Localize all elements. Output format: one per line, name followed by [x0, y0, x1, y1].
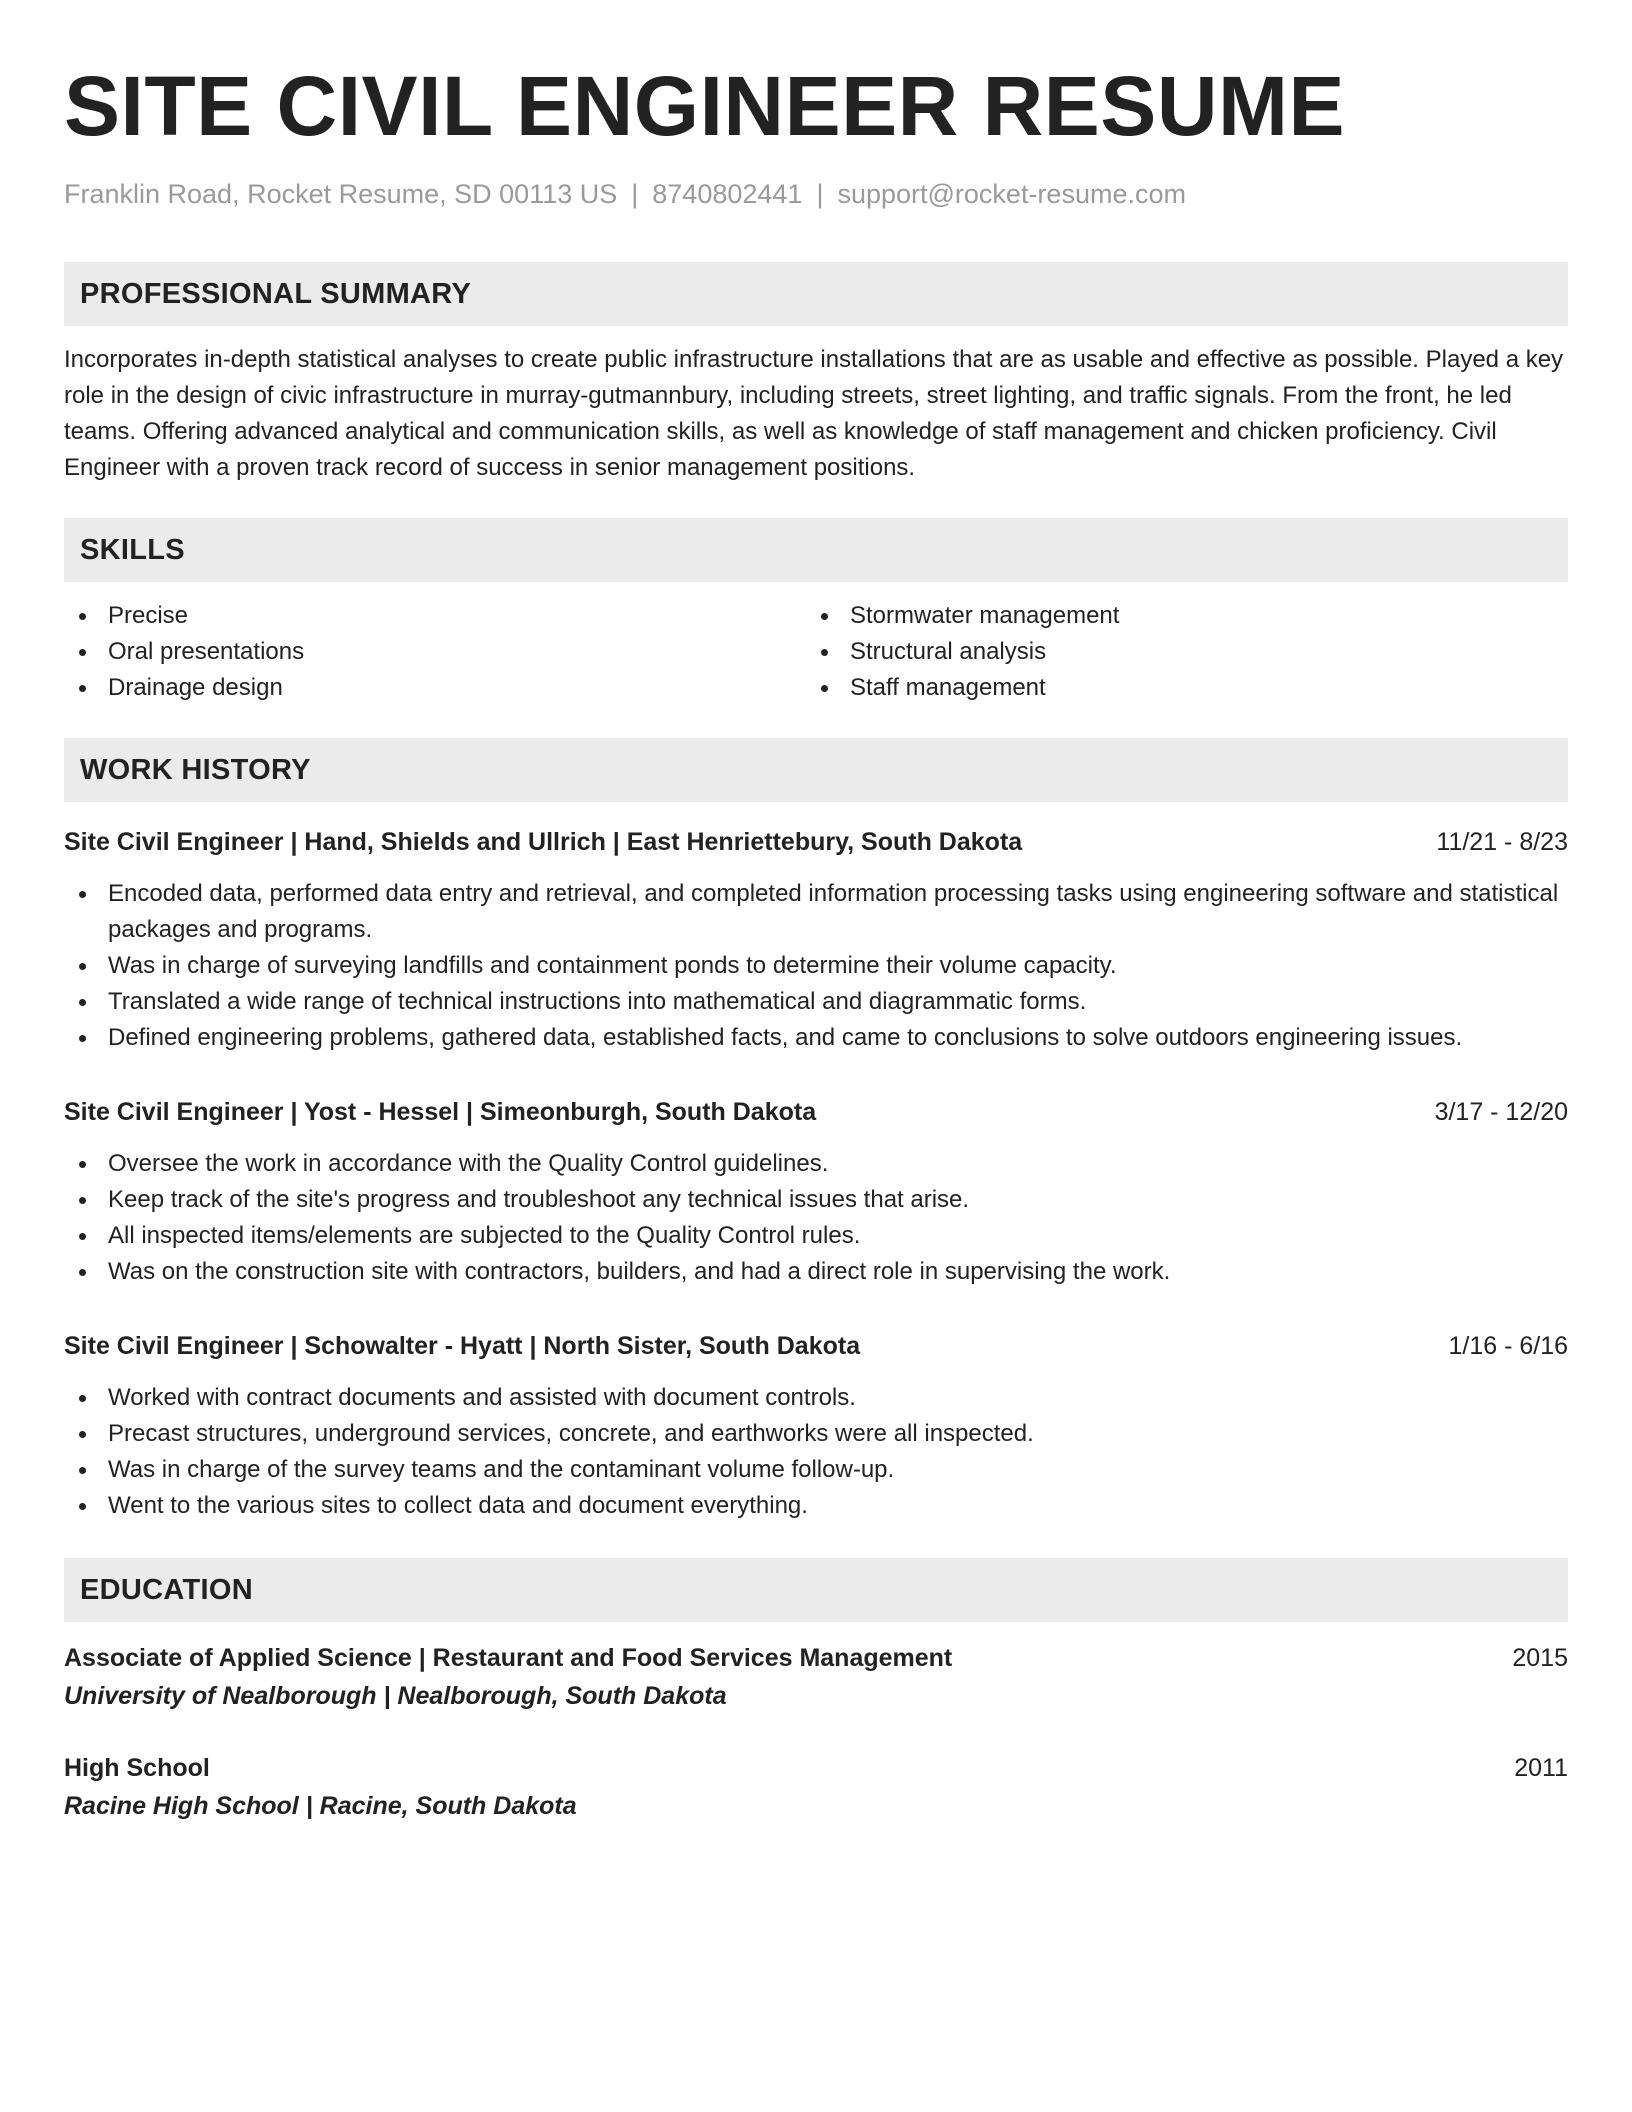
education-header-row [64, 1640, 1568, 1676]
job-header-row [64, 824, 1568, 860]
job-bullets [64, 876, 1568, 1056]
summary-heading: PROFESSIONAL SUMMARY [64, 262, 1568, 326]
education-school: University of Nealborough | Nealborough, South Dakota [64, 1682, 727, 1710]
job-bullet: Worked with contract documents and assisted with document controls. [64, 1380, 1568, 1416]
skill-item: Structural analysis [806, 634, 1548, 670]
skills-column-left [64, 598, 806, 706]
education-degree: Associate of Applied Science | Restaurant and Food Services Management [64, 1644, 953, 1672]
job-bullets [64, 1380, 1568, 1524]
skills-list [64, 598, 1568, 706]
skills-heading: SKILLS [64, 518, 1568, 582]
summary-text: Incorporates in-depth statistical analyses to create public infrastructure installations that are as usable and effective as possible. Played a key role in the design of civic infrastructure in murray-gutmannbury, including streets, street lighting, and traffic signals. From the front, he led teams. Offering advanced analytical and communication skills, as well as knowledge of staff management and chicken proficiency. Civil Engineer with a proven track record of success in senior management positions. [64, 346, 1564, 481]
job-title: Site Civil Engineer | Schowalter - Hyatt | North Sister, South Dakota [64, 1332, 861, 1360]
job-bullet: Encoded data, performed data entry and retrieval, and completed information processing tasks using engineering software and statistical packages and programs. [64, 876, 1568, 948]
job-bullets [64, 1146, 1568, 1290]
skill-item: Oral presentations [64, 634, 806, 670]
job-entry [64, 1328, 1568, 1524]
skill-item: Precise [64, 598, 806, 634]
contact-email: support@rocket-resume.com [837, 179, 1186, 209]
job-bullet: All inspected items/elements are subjected to the Quality Control rules. [64, 1218, 1568, 1254]
contact-phone: 8740802441 [652, 179, 803, 209]
job-bullet: Keep track of the site's progress and troubleshoot any technical issues that arise. [64, 1182, 1568, 1218]
job-bullet: Oversee the work in accordance with the Quality Control guidelines. [64, 1146, 1568, 1182]
job-bullet: Was on the construction site with contractors, builders, and had a direct role in supervising the work. [64, 1254, 1568, 1290]
education-year: 2011 [1514, 1754, 1568, 1782]
education-degree: High School [64, 1754, 210, 1782]
job-header-row [64, 1094, 1568, 1130]
job-dates: 3/17 - 12/20 [1434, 1098, 1568, 1126]
contact-separator: | [816, 179, 824, 209]
education-entry [64, 1750, 1568, 1824]
job-entry [64, 824, 1568, 1056]
job-bullet: Was in charge of the survey teams and the contaminant volume follow-up. [64, 1452, 1568, 1488]
skill-item: Staff management [806, 670, 1548, 706]
job-title: Site Civil Engineer | Hand, Shields and Ullrich | East Henriettebury, South Dakota [64, 828, 1023, 856]
education-header-row [64, 1750, 1568, 1786]
skills-column-right [806, 598, 1548, 706]
work-history-heading: WORK HISTORY [64, 738, 1568, 802]
job-bullet: Translated a wide range of technical instructions into mathematical and diagrammatic forms. [64, 984, 1568, 1020]
education-entry [64, 1640, 1568, 1714]
contact-separator: | [631, 179, 639, 209]
job-bullet: Precast structures, underground services, concrete, and earthworks were all inspected. [64, 1416, 1568, 1452]
job-header-row [64, 1328, 1568, 1364]
education-school: Racine High School | Racine, South Dakota [64, 1792, 577, 1820]
skill-item: Stormwater management [806, 598, 1548, 634]
job-title: Site Civil Engineer | Yost - Hessel | Simeonburgh, South Dakota [64, 1098, 817, 1126]
contact-address: Franklin Road, Rocket Resume, SD 00113 US [64, 179, 618, 209]
education-year: 2015 [1512, 1644, 1568, 1672]
skill-item: Drainage design [64, 670, 806, 706]
education-heading: EDUCATION [64, 1558, 1568, 1622]
job-bullet: Went to the various sites to collect data and document everything. [64, 1488, 1568, 1524]
job-entry [64, 1094, 1568, 1290]
job-dates: 11/21 - 8/23 [1436, 828, 1568, 856]
job-bullet: Was in charge of surveying landfills and containment ponds to determine their volume capacity. [64, 948, 1568, 984]
resume-title: SITE CIVIL ENGINEER RESUME [64, 59, 1345, 153]
job-dates: 1/16 - 6/16 [1448, 1332, 1568, 1360]
contact-line [64, 176, 1568, 212]
job-bullet: Defined engineering problems, gathered data, established facts, and came to conclusions to solve outdoors engineering issues. [64, 1020, 1568, 1056]
